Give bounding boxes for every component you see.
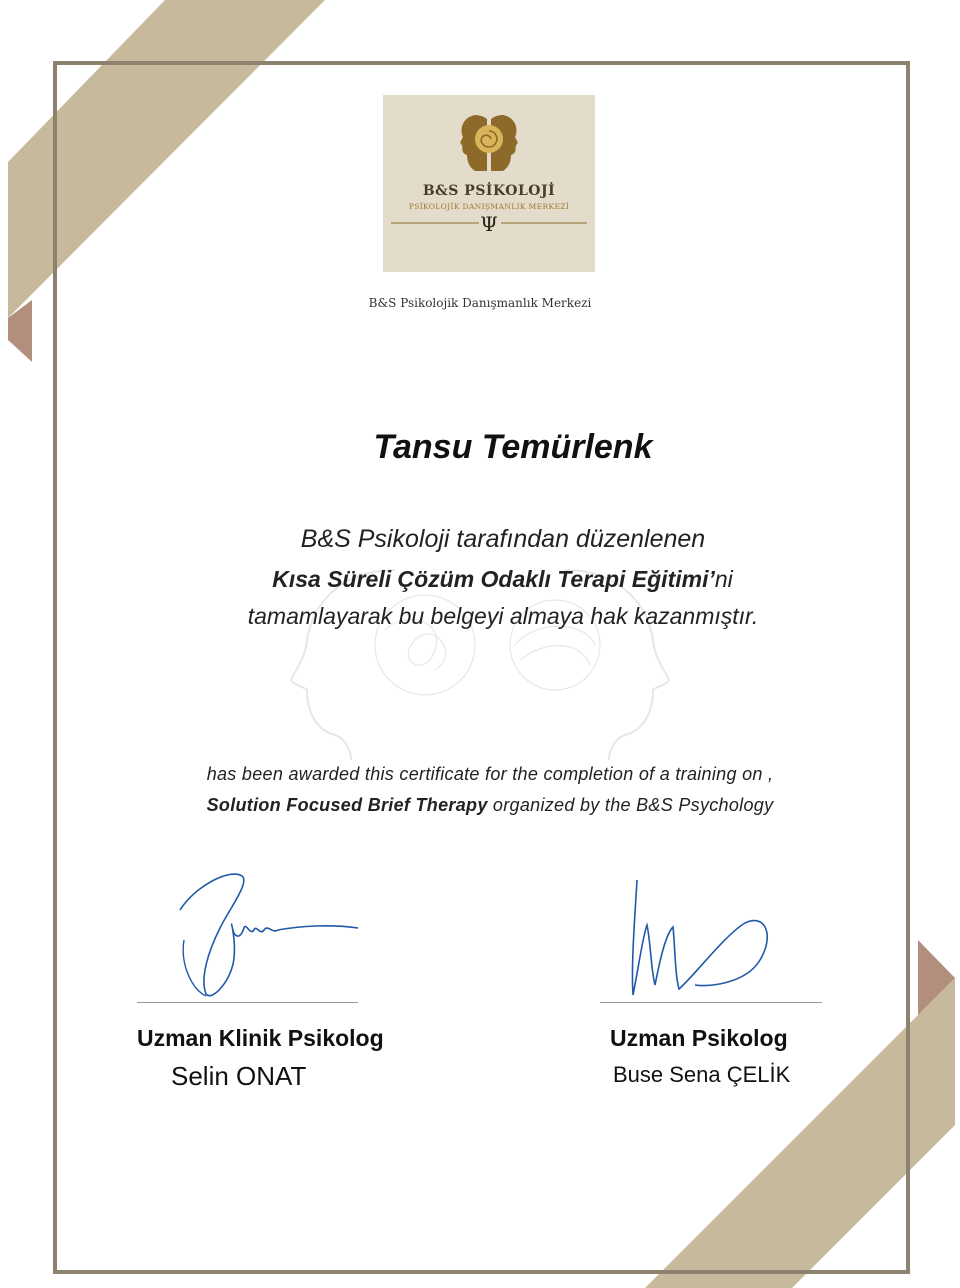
logo: [383, 95, 595, 272]
psi-symbol: Ψ: [480, 212, 498, 236]
english-line-2: [0, 795, 960, 816]
turkish-line-3: tamamlayarak bu belgeyi almaya hak kazanmıştır.: [247, 603, 759, 629]
signatory-left-name: Selin ONAT: [171, 1061, 307, 1091]
signatory-left-title: Uzman Klinik Psikolog: [137, 1025, 384, 1051]
signature-line-left: [137, 1002, 358, 1003]
training-name-tr: Kısa Süreli Çözüm Odaklı Terapi Eğitimi’: [272, 566, 715, 592]
center-name: B&S Psikolojik Danışmanlık Merkezi: [368, 296, 592, 310]
english-suffix: organized by the B&S Psychology: [487, 795, 774, 815]
logo-subtitle: PSİKOLOJİK DANIŞMANLIK MERKEZİ: [408, 202, 570, 211]
turkish-line-1: B&S Psikoloji tarafından düzenlenen: [300, 525, 706, 553]
signature-left: [170, 868, 365, 1003]
logo-brand: B&S PSİKOLOJİ: [422, 183, 556, 199]
signatory-right-title: Uzman Psikolog: [610, 1025, 788, 1051]
english-line-1: has been awarded this certificate for the completion of a training on ,: [206, 764, 774, 784]
training-name-en: Solution Focused Brief Therapy: [206, 795, 488, 815]
signature-right: [625, 875, 775, 1000]
signature-line-right: [600, 1002, 822, 1003]
signatory-right-name: Buse Sena ÇELİK: [613, 1062, 791, 1087]
turkish-line-2: [0, 566, 960, 593]
turkish-suffix: ni: [714, 566, 733, 592]
recipient-name: Tansu Temürlenk: [373, 428, 653, 466]
